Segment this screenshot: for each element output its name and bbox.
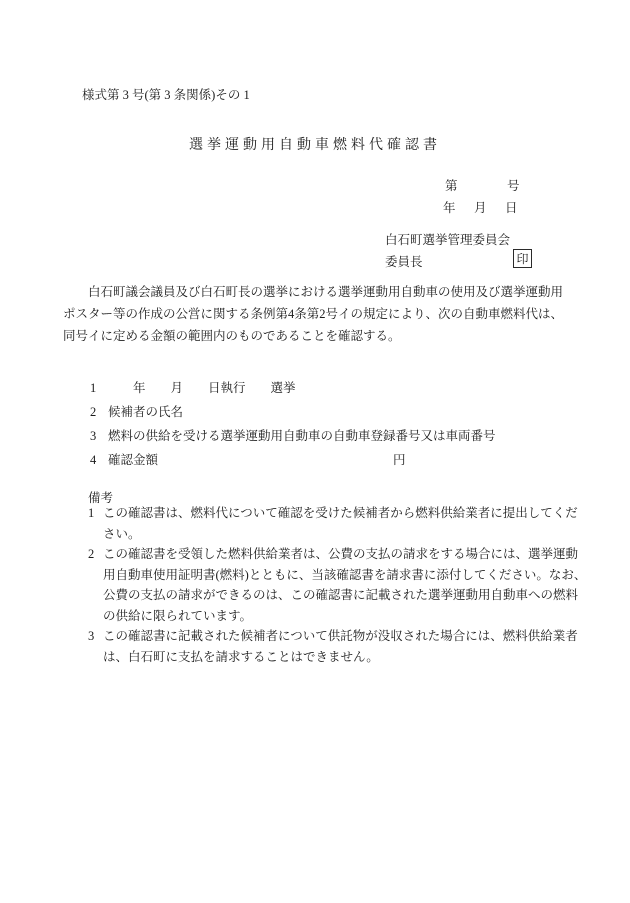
remark-row <box>88 626 588 667</box>
issuer-role: 委員長 <box>385 255 423 269</box>
item-number: 1 <box>90 381 97 395</box>
body-paragraph <box>63 281 583 347</box>
remark-number: 2 <box>88 547 95 561</box>
item-row-election-date <box>90 376 590 400</box>
remark-row <box>88 544 588 626</box>
body-line: 同号イに定める金額の範囲内のものであることを確認する。 <box>63 329 401 343</box>
item-row-confirmed-amount <box>90 448 590 472</box>
item-number: 3 <box>90 429 97 443</box>
date-line: 年 月 日 <box>443 201 521 215</box>
remark-number: 1 <box>88 506 95 520</box>
remark-line: 用自動車使用証明書(燃料)とともに、当該確認書を請求書に添付してください。なお、 <box>103 567 587 582</box>
remark-line: この確認書に記載された候補者について供託物が没収された場合には、燃料供給業者 <box>103 629 578 643</box>
remark-line: 公費の支払の請求ができるのは、この確認書に記載された選挙運動用自動車への燃料 <box>103 588 579 602</box>
item-number: 2 <box>90 405 97 419</box>
remark-line: は、白石町に支払を請求することはできません。 <box>103 649 379 664</box>
remark-number: 3 <box>88 629 95 643</box>
issuer-organization: 白石町選挙管理委員会 <box>385 233 511 247</box>
form-number: 様式第 3 号(第 3 条関係)その 1 <box>82 88 250 102</box>
document-title: 選挙運動用自動車燃料代確認書 <box>189 138 441 153</box>
seal-mark: 印 <box>516 251 529 266</box>
remarks-list <box>88 503 588 667</box>
item-list <box>90 376 590 472</box>
remark-line: この確認書は、燃料代について確認を受けた候補者から燃料供給業者に提出してくだ <box>103 506 578 520</box>
remark-text <box>103 626 588 667</box>
document-number-line: 第 号 <box>445 179 523 193</box>
item-label: 確認金額 <box>108 453 159 467</box>
remark-line: この確認書を受領した燃料供給業者は、公費の支払の請求をする場合には、選挙運動 <box>103 547 579 561</box>
remark-line: の供給に限られています。 <box>103 608 253 623</box>
remark-row <box>88 503 588 544</box>
item-row-candidate-name <box>90 400 590 424</box>
remarks-heading: 備考 <box>88 491 114 505</box>
remark-line: さい。 <box>103 526 141 541</box>
item-label: 候補者の氏名 <box>108 405 184 419</box>
body-line: 白石町議会議員及び白石町長の選挙における選挙運動用自動車の使用及び選挙運動用 <box>88 285 564 299</box>
remark-text <box>103 544 588 626</box>
item-label: 年 月 日執行 選挙 <box>108 381 296 395</box>
remark-text <box>103 503 588 544</box>
item-unit-yen: 円 <box>393 453 406 467</box>
item-row-vehicle-registration <box>90 424 590 448</box>
body-line: ポスター等の作成の公営に関する条例第4条第2号イの規定により、次の自動車燃料代は、 <box>63 307 564 321</box>
item-label: 燃料の供給を受ける選挙運動用自動車の自動車登録番号又は車両番号 <box>108 429 496 443</box>
item-number: 4 <box>90 453 97 467</box>
seal-box <box>513 249 532 268</box>
